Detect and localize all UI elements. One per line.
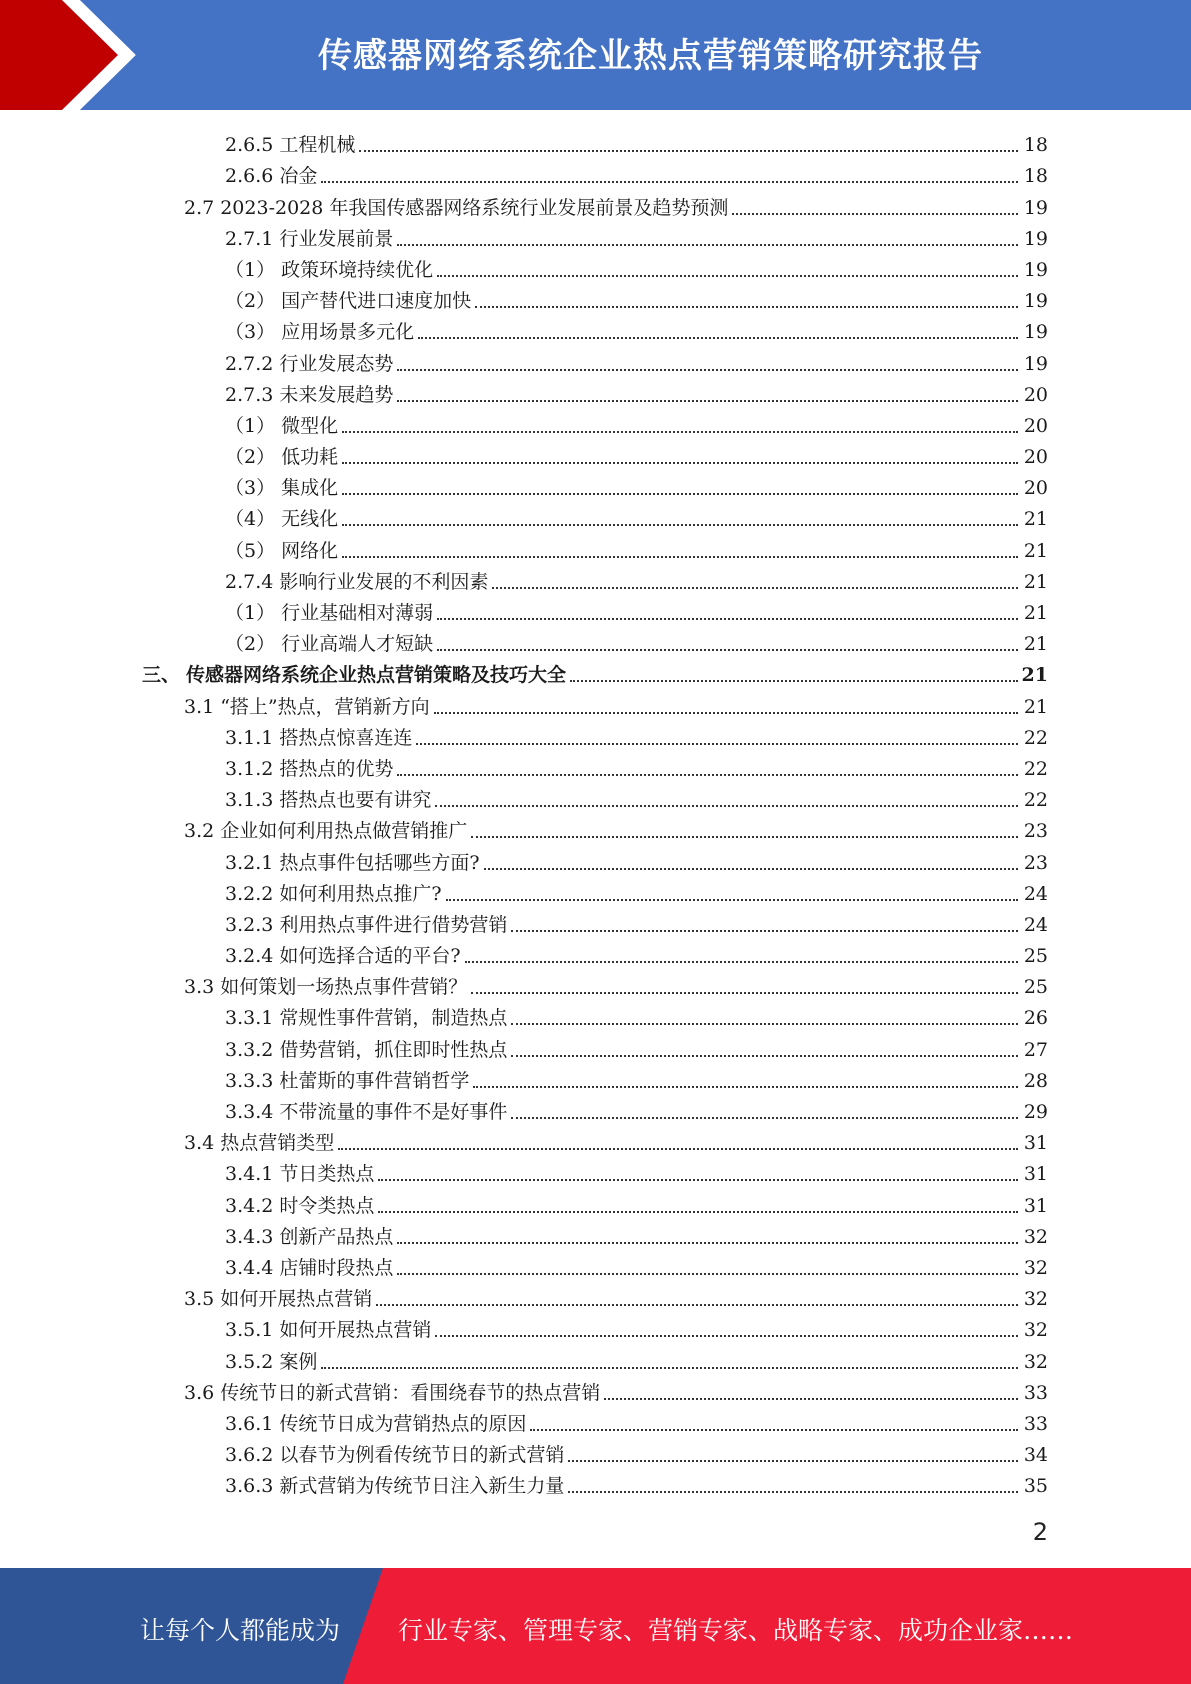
toc-entry-page: 20 [1023,414,1048,437]
toc-entry-page: 20 [1023,383,1048,406]
toc-entry-page: 19 [1023,258,1048,281]
toc-leader-dots [530,1428,1018,1431]
toc-leader-dots [435,804,1018,807]
toc-entry-title [225,226,1020,252]
toc-entry[interactable] [0,969,1048,1000]
toc-entry[interactable] [0,595,1048,626]
toc-entry-number: 3.6 [184,1381,215,1404]
toc-entry-title [225,1349,1020,1375]
toc-entry[interactable] [0,345,1048,376]
toc-entry-title [225,1255,1020,1281]
toc-entry-number: （2） [225,446,276,469]
toc-entry-title [184,1286,1020,1312]
toc-leader-dots [397,1272,1018,1275]
toc-entry-number: 2.7.1 [225,227,274,250]
toc-entry-number: 3.3.4 [225,1101,274,1123]
toc-entry-text: 行业基础相对薄弱 [281,602,434,624]
toc-leader-dots [484,867,1018,870]
toc-entry-page: 35 [1023,1475,1048,1498]
toc-entry-page: 31 [1023,1163,1048,1186]
toc-entry-number: 2.6.6 [225,165,274,188]
toc-entry[interactable] [0,813,1048,844]
toc-entry-title [225,1442,1020,1468]
toc-entry-page: 19 [1023,352,1048,375]
toc-leader-dots [378,1210,1018,1213]
toc-entry-page: 28 [1023,1069,1048,1092]
toc-entry-text: 2023-2028 年我国传感器网络系统行业发展前景及趋势预测 [220,196,729,219]
toc-entry-number: 3.4.1 [225,1163,274,1186]
toc-entry-number: （2） [225,290,276,313]
toc-leader-dots [397,243,1018,246]
toc-entry[interactable] [0,470,1048,501]
toc-entry-title [225,319,1020,345]
toc-leader-dots [446,898,1018,901]
toc-entry-text: 时令类热点 [279,1194,375,1217]
toc-entry-text: 传统节日的新式营销：看围绕春节的热点营销 [220,1381,601,1404]
toc-entry-text: 借势营销，抓住即时性热点 [279,1038,508,1061]
toc-entry-title [225,1473,1020,1499]
toc-entry-page: 25 [1023,976,1048,999]
toc-leader-dots [511,1116,1018,1119]
toc-leader-dots [376,1303,1018,1306]
toc-entry-number: 2.7.4 [225,570,274,593]
toc-entry-page: 27 [1023,1038,1048,1061]
toc-entry-page: 24 [1023,913,1048,936]
toc-entry-text: 影响行业发展的不利因素 [279,570,489,593]
toc-entry-title [225,1099,1020,1125]
toc-leader-dots [604,1397,1018,1400]
toc-entry-title [184,818,1020,844]
toc-leader-dots [492,586,1018,589]
toc-entry-title [225,444,1020,470]
toc-list [0,127,1048,1499]
toc-entry-title [225,756,1020,782]
toc-entry-page: 18 [1023,165,1048,188]
toc-entry-number: 2.7.3 [225,383,274,406]
toc-entry-page: 19 [1023,321,1048,344]
toc-entry-title [225,1161,1020,1187]
report-title: 传感器网络系统企业热点营销策略研究报告 [318,36,983,76]
toc-entry-number: 3.2.4 [225,945,274,968]
toc-leader-dots [342,523,1018,526]
toc-entry[interactable] [0,1312,1048,1343]
toc-entry[interactable] [0,907,1048,938]
toc-entry[interactable] [0,938,1048,969]
toc-leader-dots [511,1054,1018,1057]
toc-entry[interactable] [0,782,1048,813]
toc-entry-number: 3.3.2 [225,1038,274,1061]
toc-leader-dots [418,336,1018,339]
toc-entry[interactable] [0,626,1048,657]
toc-entry-title [225,351,1020,377]
toc-entry-text: 工程机械 [279,134,356,157]
toc-entry-text: 新式营销为传统节日注入新生力量 [279,1475,565,1498]
toc-entry-number: 2.7.2 [225,352,274,375]
toc-entry[interactable] [0,1437,1048,1468]
toc-entry-text: 搭热点也要有讲究 [279,789,432,812]
toc-entry[interactable] [0,189,1048,220]
toc-entry-title [225,1317,1020,1343]
toc-entry-title [225,257,1020,283]
toc-entry-page: 19 [1023,196,1048,219]
toc-entry-number: （1） [225,602,276,624]
toc-entry[interactable] [0,377,1048,408]
toc-leader-dots [338,1147,1018,1150]
toc-entry-page: 21 [1023,539,1048,562]
toc-entry-title [225,1037,1020,1063]
toc-entry-title [225,1068,1020,1094]
toc-entry-number: 3.5 [184,1288,215,1311]
toc-entry-number: 3.6.3 [225,1475,274,1498]
page-number: 2 [1032,1518,1048,1546]
toc-entry-page: 21 [1023,508,1048,531]
toc-entry-title [225,912,1020,938]
toc-leader-dots [465,960,1018,963]
toc-entry[interactable] [0,1094,1048,1125]
toc-entry-page: 32 [1023,1225,1048,1248]
toc-entry-number: 3.4.3 [225,1225,274,1248]
toc-entry-text: 传感器网络系统企业热点营销策略及技巧大全 [186,664,567,687]
toc-entry-number: 2.6.5 [225,134,274,157]
toc-entry-title [225,943,1020,969]
toc-entry-number: （3） [225,477,276,500]
toc-entry-title [225,1411,1020,1437]
toc-entry[interactable] [0,408,1048,439]
toc-entry-title [225,850,1020,876]
toc-entry-text: 未来发展趋势 [279,383,394,406]
toc-entry-text: 应用场景多元化 [281,321,415,344]
toc-entry-page: 18 [1023,134,1048,157]
toc-entry-page: 31 [1023,1132,1048,1155]
toc-entry-number: 3.6.1 [225,1412,274,1435]
toc-entry-title [184,694,1020,720]
toc-entry-page: 32 [1023,1350,1048,1373]
toc-entry-page: 34 [1023,1444,1048,1467]
toc-entry[interactable] [0,1031,1048,1062]
footer-banner [0,1568,1191,1684]
toc-entry-page: 22 [1023,726,1048,749]
toc-leader-dots [471,991,1018,994]
toc-entry-number: 3.5.2 [225,1350,274,1373]
toc-entry[interactable] [0,1343,1048,1374]
toc-entry-text: 如何策划一场热点事件营销？ [220,976,468,999]
toc-entry-number: 3.2.2 [225,882,274,905]
toc-entry[interactable] [0,252,1048,283]
toc-entry-text: 政策环境持续优化 [281,258,434,281]
toc-entry-page: 21 [1023,602,1048,624]
toc-entry-text: 如何开展热点营销 [279,1319,432,1342]
toc-entry-title [142,662,1020,688]
toc-entry[interactable] [0,1468,1048,1499]
toc-entry-number: 3.6.2 [225,1444,274,1467]
toc-entry-text: 节日类热点 [279,1163,375,1186]
toc-entry-page: 32 [1023,1256,1048,1279]
toc-leader-dots [471,835,1018,838]
toc-entry-title [184,1130,1020,1156]
toc-entry-text: 利用热点事件进行借势营销 [279,913,508,936]
toc-leader-dots [321,180,1018,183]
toc-entry-text: 行业高端人才短缺 [281,633,434,656]
toc-leader-dots [321,1366,1018,1369]
toc-entry-number: （3） [225,321,276,344]
toc-entry-title [184,974,1020,1000]
toc-leader-dots [342,430,1018,433]
toc-entry-number: 2.7 [184,196,215,219]
toc-entry-title [225,382,1020,408]
toc-leader-dots [378,1178,1018,1181]
toc-entry-page: 25 [1023,945,1048,968]
toc-entry-page: 33 [1023,1412,1048,1435]
toc-entry-text: 行业发展前景 [279,227,394,250]
toc-entry-number: （1） [225,414,276,437]
toc-leader-dots [342,492,1018,495]
toc-leader-dots [435,1334,1018,1337]
toc-entry-page: 24 [1023,882,1048,905]
toc-entry[interactable] [0,1000,1048,1031]
toc-entry-number: （2） [225,633,276,656]
toc-entry-title [225,475,1020,501]
toc-entry-text: “搭上”热点，营销新方向 [220,695,430,718]
toc-entry-text: 网络化 [281,539,339,562]
toc-entry-title [225,1193,1020,1219]
toc-entry[interactable] [0,1250,1048,1281]
toc-entry[interactable] [0,127,1048,158]
toc-leader-dots [568,1490,1018,1493]
toc-entry-text: 如何利用热点推广? [279,882,442,905]
toc-entry-text: 案例 [279,1350,318,1373]
toc-entry-title [225,569,1020,595]
toc-entry-page: 32 [1023,1288,1048,1311]
toc-entry-page: 23 [1023,851,1048,874]
toc-entry-text: 冶金 [279,165,318,188]
toc-entry[interactable] [0,844,1048,875]
footer-slogan-left: 让每个人都能成为 [140,1616,341,1645]
toc-entry-number: 3.1.3 [225,789,274,812]
toc-entry-page: 20 [1023,446,1048,469]
toc-entry-title [225,413,1020,439]
toc-entry-title [225,787,1020,813]
toc-entry-text: 如何开展热点营销 [220,1288,373,1311]
toc-entry-text: 低功耗 [281,446,339,469]
toc-entry-page: 22 [1023,789,1048,812]
toc-entry-number: （4） [225,508,276,531]
toc-entry-number: 3.3 [184,976,215,999]
toc-entry-number: 3.1.2 [225,757,274,780]
toc-entry-text: 如何选择合适的平台? [279,945,461,968]
toc-entry-text: 不带流量的事件不是好事件 [279,1101,508,1123]
toc-entry-text: 常规性事件营销，制造热点 [279,1007,508,1030]
toc-entry-title [225,725,1020,751]
toc-entry-page: 21 [1021,664,1048,687]
toc-entry[interactable] [0,688,1048,719]
toc-leader-dots [416,742,1018,745]
toc-entry[interactable] [0,439,1048,470]
toc-entry-title [225,163,1020,189]
toc-entry-page: 20 [1023,477,1048,500]
toc-leader-dots [437,274,1018,277]
toc-entry-title [184,1380,1020,1406]
toc-entry-text: 热点营销类型 [220,1132,335,1155]
toc-leader-dots [397,368,1018,371]
toc-entry-text: 国产替代进口速度加快 [281,290,472,313]
header-banner [0,0,1191,110]
toc-entry-text: 行业发展态势 [279,352,394,375]
toc-entry[interactable] [0,221,1048,252]
toc-entry[interactable] [0,751,1048,782]
toc-entry-number: 3.1 [184,695,215,718]
toc-entry[interactable] [0,1406,1048,1437]
toc-entry-title [225,506,1020,532]
toc-entry-number: 3.3.1 [225,1007,274,1030]
toc-entry-number: 三、 [142,664,181,687]
toc-leader-dots [511,929,1018,932]
toc-entry-number: 3.3.3 [225,1069,274,1092]
footer-slogan-right: 行业专家、管理专家、营销专家、战略专家、成功企业家…… [398,1616,1074,1645]
toc-leader-dots [397,399,1018,402]
toc-entry-page: 19 [1023,227,1048,250]
toc-entry[interactable] [0,158,1048,189]
toc-entry-page: 29 [1023,1101,1048,1123]
toc-entry[interactable] [0,876,1048,907]
toc-entry-page: 21 [1023,570,1048,593]
toc-leader-dots [732,212,1018,215]
toc-leader-dots [511,1022,1018,1025]
toc-entry-page: 33 [1023,1381,1048,1404]
toc-entry[interactable] [0,657,1048,688]
toc-entry-page: 21 [1023,633,1048,656]
toc-entry-number: 3.2 [184,820,215,843]
toc-entry[interactable] [0,314,1048,345]
toc-entry[interactable] [0,283,1048,314]
toc-entry-text: 热点事件包括哪些方面? [279,851,480,874]
toc-entry[interactable] [0,1125,1048,1156]
toc-entry-number: 3.2.1 [225,851,274,874]
toc-leader-dots [568,1459,1018,1462]
toc-leader-dots [342,555,1018,558]
toc-entry[interactable] [0,1156,1048,1187]
toc-entry-title [225,600,1020,626]
toc-entry-number: 3.4.2 [225,1194,274,1217]
toc-entry-page: 32 [1023,1319,1048,1342]
toc-entry-text: 杜蕾斯的事件营销哲学 [279,1069,470,1092]
toc-entry-number: 3.2.3 [225,913,274,936]
toc-entry-number: （5） [225,539,276,562]
toc-entry-text: 无线化 [281,508,339,531]
toc-entry-title [225,1224,1020,1250]
toc-entry-number: 3.1.1 [225,726,274,749]
toc-entry-page: 22 [1023,757,1048,780]
chevron-arrow-icon [0,0,160,110]
toc-leader-dots [570,679,1018,682]
toc-entry-page: 19 [1023,290,1048,313]
toc-leader-dots [397,1241,1018,1244]
toc-entry[interactable] [0,564,1048,595]
toc-entry[interactable] [0,1375,1048,1406]
toc-entry[interactable] [0,501,1048,532]
toc-entry-page: 31 [1023,1194,1048,1217]
toc-entry-text: 搭热点的优势 [279,757,394,780]
toc-entry-title [225,288,1020,314]
toc-entry-number: 3.5.1 [225,1319,274,1342]
toc-entry-page: 26 [1023,1007,1048,1030]
toc-leader-dots [473,1085,1018,1088]
toc-entry-text: 微型化 [281,414,339,437]
toc-entry-text: 传统节日成为营销热点的原因 [279,1412,527,1435]
toc-leader-dots [359,149,1018,152]
toc-entry[interactable] [0,1219,1048,1250]
toc-entry-text: 集成化 [281,477,339,500]
toc-entry-text: 创新产品热点 [279,1225,394,1248]
toc-entry-number: 3.4 [184,1132,215,1155]
toc-entry-number: （1） [225,258,276,281]
toc-entry-title [184,195,1020,221]
toc-entry-title [225,631,1020,657]
toc-leader-dots [437,648,1018,651]
toc-entry-title [225,1005,1020,1031]
toc-entry[interactable] [0,1063,1048,1094]
toc-leader-dots [397,773,1018,776]
toc-entry-title [225,538,1020,564]
toc-entry-text: 店铺时段热点 [279,1256,394,1279]
toc-entry-page: 21 [1023,695,1048,718]
toc-entry-page: 23 [1023,820,1048,843]
toc-entry-text: 企业如何利用热点做营销推广 [220,820,468,843]
toc-leader-dots [342,461,1018,464]
toc-entry[interactable] [0,532,1048,563]
toc-leader-dots [434,711,1018,714]
toc-entry-text: 以春节为例看传统节日的新式营销 [279,1444,565,1467]
toc-leader-dots [437,617,1018,620]
toc-entry[interactable] [0,1281,1048,1312]
toc-entry[interactable] [0,1187,1048,1218]
toc-entry-number: 3.4.4 [225,1256,274,1279]
toc-entry-title [225,881,1020,907]
toc-entry-title [225,132,1020,158]
toc-entry-text: 搭热点惊喜连连 [279,726,413,749]
toc-leader-dots [475,305,1018,308]
toc-entry[interactable] [0,720,1048,751]
